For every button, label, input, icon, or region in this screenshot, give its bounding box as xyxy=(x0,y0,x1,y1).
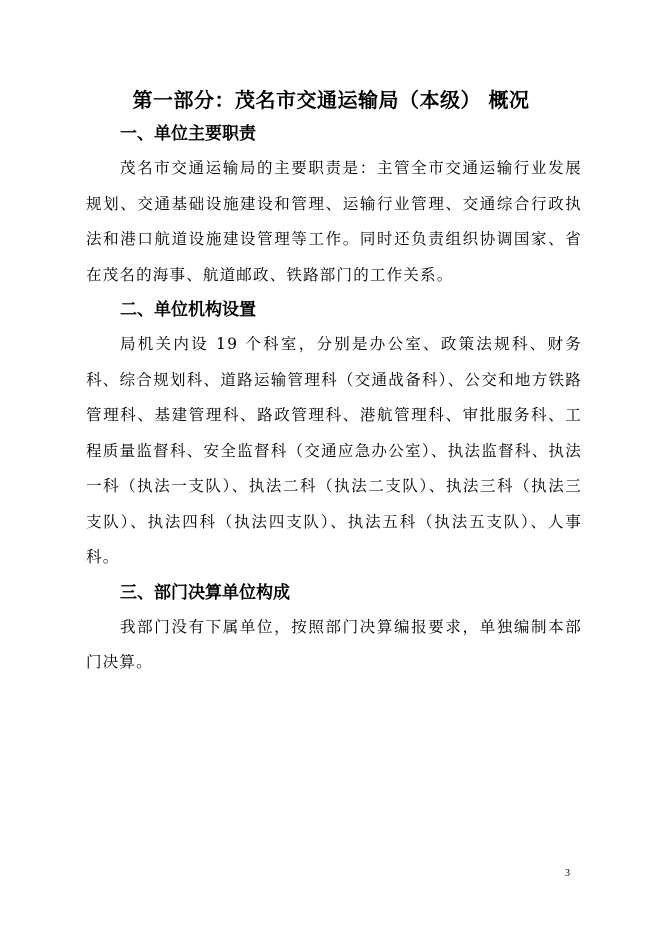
page-title: 第一部分：茂名市交通运输局（本级） 概况 xyxy=(132,88,530,112)
section-heading-responsibilities: 一、单位主要职责 xyxy=(120,124,256,144)
section-body-responsibilities: 茂名市交通运输局的主要职责是：主管全市交通运输行业发展规划、交通基础设施建设和管理、运输行业管理、交通综合行政执法和港口航道设施建设管理等工作。同时还负责组织协调国家、省在茂名的海事、航道邮政、铁路部门的工作关系。 xyxy=(86,159,582,284)
section-heading-organization: 二、单位机构设置 xyxy=(120,300,256,320)
section-body-organization: 局机关内设 19 个科室，分别是办公室、政策法规科、财务科、综合规划科、道路运输管理科（交通战备科）、公交和地方铁路管理科、基建管理科、路政管理科、港航管理科、审批服务科、工程质量监督科、安全监督科（交通应急办公室）、执法监督科、执法一科（执法一支队）、执法二科（执法二支队）、执法三科（执法三支队）、执法四科（执法四支队）、执法五科（执法五支队）、人事科。 xyxy=(86,335,582,566)
page-number: 3 xyxy=(565,868,570,879)
section-body-composition: 我部门没有下属单位，按照部门决算编报要求，单独编制本部门决算。 xyxy=(86,617,582,671)
document-body xyxy=(86,117,582,681)
section-heading-composition: 三、部门决算单位构成 xyxy=(120,582,290,603)
